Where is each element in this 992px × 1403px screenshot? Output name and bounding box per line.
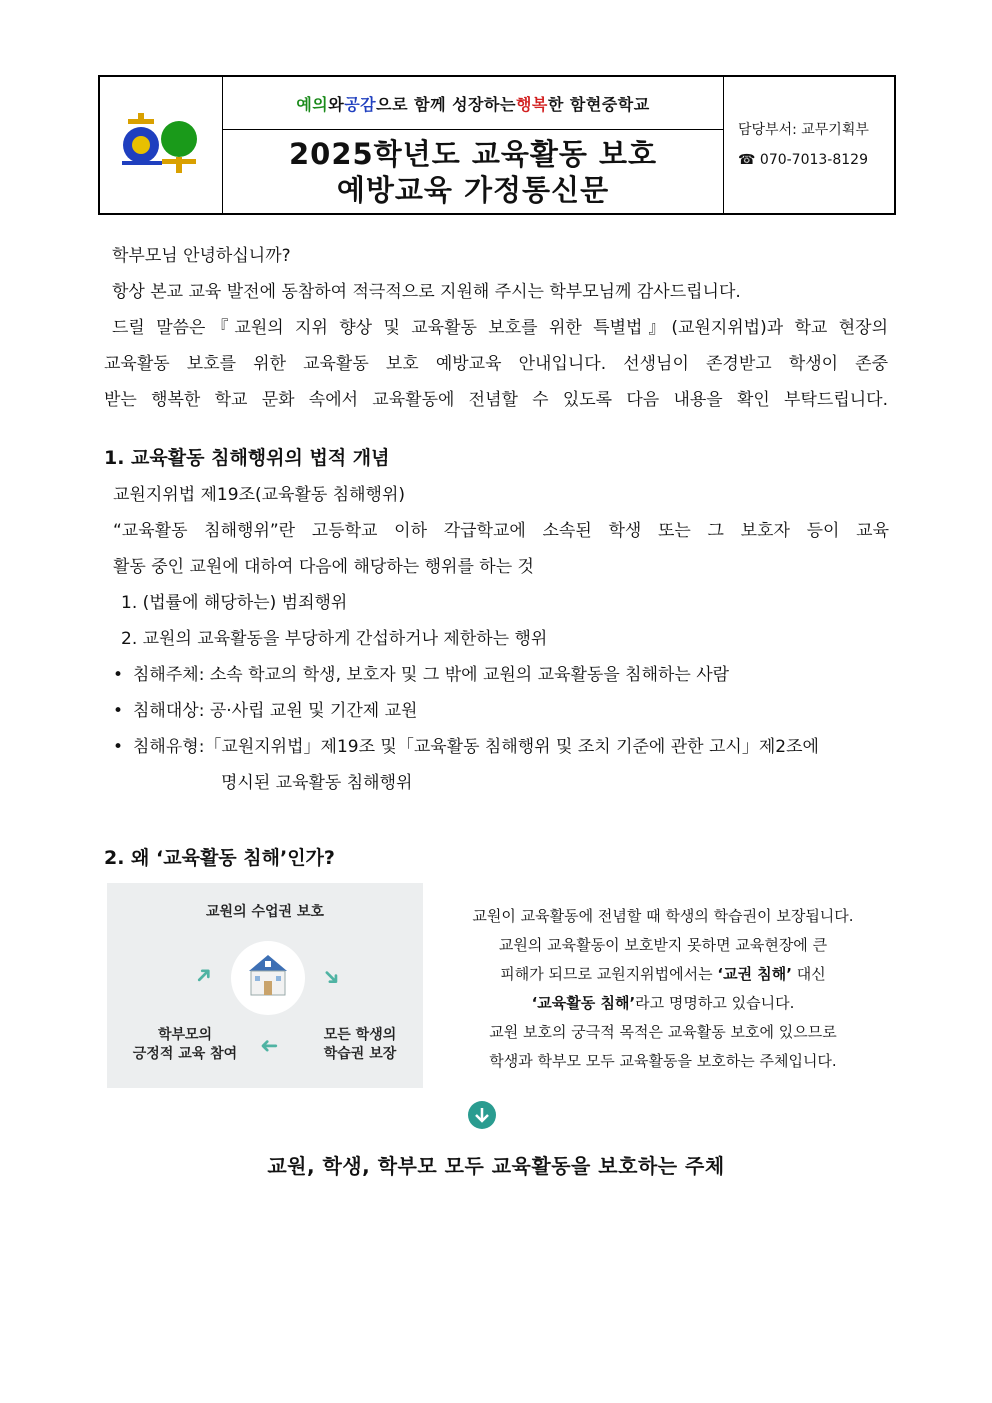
greeting: 학부모님 안녕하십니까? <box>112 246 291 266</box>
section1-heading: 1. 교육활동 침해행위의 법적 개념 <box>104 447 390 469</box>
bullet-icon: • <box>113 701 124 721</box>
explanation-line: 피해가 되므로 교원지위법에서는 ‘교권 침해’ 대신 <box>500 965 826 983</box>
title-line-1: 2025학년도 교육활동 보호 <box>288 136 658 171</box>
bullet-item: • 침해주체: 소속 학교의 학생, 보호자 및 그 밖에 교원의 교육활동을 침해하는 사람 <box>113 657 889 693</box>
diagram-label-top: 교원의 수업권 보호 <box>206 904 324 920</box>
list-item: 2. 교원의 교육활동을 부당하게 간섭하거나 제한하는 행위 <box>121 629 548 649</box>
contact-info <box>724 77 894 213</box>
protection-cycle-diagram <box>107 883 423 1088</box>
phone-row <box>738 145 894 175</box>
section2-explanation <box>432 902 894 1076</box>
bullet-item: • 침해유형:「교원지위법」제19조 및「교육활동 침해행위 및 조치 기준에 관한 고시」제2조에 <box>113 729 889 765</box>
arrow-up-right-icon: ➜ <box>188 960 220 991</box>
section1-body <box>113 477 889 801</box>
arrow-left-icon: ➜ <box>260 1033 279 1058</box>
phone-icon: ☎ <box>738 152 756 168</box>
conclusion-text: 교원, 학생, 학부모 모두 교육활동을 보호하는 주체 <box>267 1154 725 1178</box>
department: 담당부서: 교무기획부 <box>738 122 869 138</box>
school-logo <box>100 77 223 213</box>
header-box <box>98 75 896 215</box>
definition-line: “교육활동 침해행위”란 고등학교 이하 각급학교에 소속된 학생 또는 그 보호자 등이 교육 <box>113 521 889 541</box>
bullet-icon: • <box>113 737 124 757</box>
explanation-line: ‘교육활동 침해’라고 명명하고 있습니다. <box>531 994 795 1012</box>
school-logo-icon <box>100 77 222 213</box>
section2-heading: 2. 왜 ‘교육활동 침해’인가? <box>104 847 335 869</box>
intro-paragraph <box>104 238 888 418</box>
definition-line: 활동 중인 교원에 대하여 다음에 해당하는 행위를 하는 것 <box>113 557 534 577</box>
document-title <box>223 130 723 213</box>
explanation-line: 학생과 학부모 모두 교육활동을 보호하는 주체입니다. <box>489 1052 837 1070</box>
down-arrow-icon <box>468 1101 496 1129</box>
explanation-line: 교원 보호의 궁극적 목적은 교육활동 보호에 있으므로 <box>489 1023 837 1041</box>
bullet-item: • 침해대상: 공·사립 교원 및 기간제 교원 <box>113 693 889 729</box>
intro-line: 받는 행복한 학교 문화 속에서 교육활동에 전념할 수 있도록 다음 내용을 확인 부탁드립니다. <box>104 390 888 410</box>
phone-number: 070-7013-8129 <box>759 152 868 168</box>
law-reference: 교원지위법 제19조(교육활동 침해행위) <box>113 485 406 505</box>
diagram-label-right: 모든 학생의 학습권 보장 <box>323 1027 397 1062</box>
title-line-2: 예방교육 가정통신문 <box>336 172 610 207</box>
list-item: 1. (법률에 해당하는) 범죄행위 <box>121 593 348 613</box>
explanation-line: 교원이 교육활동에 전념할 때 학생의 학습권이 보장됩니다. <box>472 907 854 925</box>
school-building-icon <box>231 941 305 1015</box>
arrow-down-right-icon: ➜ <box>315 962 347 993</box>
intro-line: 교육활동 보호를 위한 교육활동 보호 예방교육 안내입니다. 선생님이 존경받고 학생이 존중 <box>104 354 888 374</box>
diagram-label-left: 학부모의 긍정적 교육 참여 <box>132 1027 238 1062</box>
explanation-line: 교원의 교육활동이 보호받지 못하면 교육현장에 큰 <box>498 936 828 954</box>
bullet-icon: • <box>113 665 124 685</box>
bullet-continuation: 명시된 교육활동 침해행위 <box>221 773 413 793</box>
school-slogan: 예의 와 공감 으로 함께 성장하는 행복 한 함현중학교 <box>223 77 723 130</box>
intro-line: 드릴 말씀은『교원의 지위 향상 및 교육활동 보호를 위한 특별법』(교원지위법)과 학교 현장의 <box>112 318 888 338</box>
intro-line: 항상 본교 교육 발전에 동참하여 적극적으로 지원해 주시는 학부모님께 감사드립니다. <box>112 282 741 302</box>
